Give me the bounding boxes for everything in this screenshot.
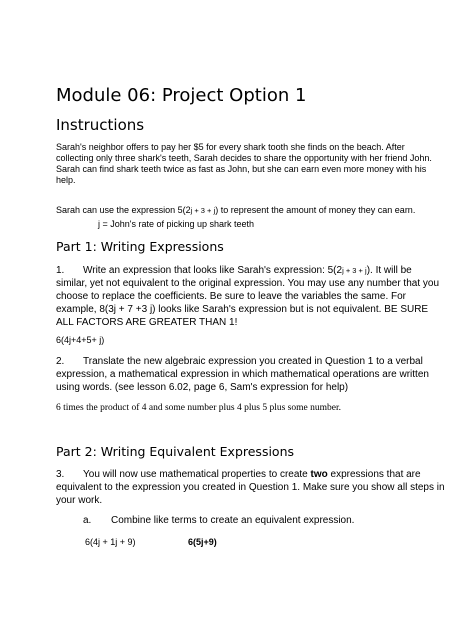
question-number: 3. (56, 469, 65, 480)
question-2-text: Translate the new algebraic expression you created in Question 1 to a verbal (83, 356, 423, 367)
part1-heading: Part 1: Writing Expressions (56, 239, 224, 254)
answer-3-expression: 6(4j + 1j + 9) (85, 537, 136, 547)
answer-2: 6 times the product of 4 and some number plus 4 plus 5 plus some number. (56, 403, 341, 413)
question-number: 1. (56, 265, 65, 276)
page-title: Module 06: Project Option 1 (56, 85, 307, 106)
variable-definition: j = John's rate of picking up shark teeth (98, 219, 255, 229)
question-3-line: your work. (56, 495, 103, 506)
question-number: 2. (56, 356, 65, 367)
question-1-line: ALL FACTORS ARE GREATER THAN 1! (56, 317, 238, 328)
intro-line: Sarah's neighbor offers to pay her $5 for every shark tooth she finds on the beach. After (56, 142, 405, 152)
question-2-line: using words. (see lesson 6.02, page 6, Sam's expression for help) (56, 382, 349, 393)
answer-3-result: 6(5j+9) (188, 537, 217, 547)
question-2-first-line (56, 355, 428, 368)
question-1-text-start: Write an expression that looks like Sarah's expression: 5(2 (83, 265, 343, 276)
question-2 (56, 355, 428, 394)
expression-inline: j + 3 + j (190, 206, 216, 215)
question-1-line: similar, yet not equivalent to the original expression. You may use any number that you (56, 278, 440, 289)
question-3 (56, 468, 445, 507)
intro-paragraph (56, 142, 432, 186)
intro-line: Sarah can find shark teeth twice as fast as John, but she can earn even more money with his (56, 164, 427, 174)
question-3-bold-word: two (310, 469, 328, 480)
question-3-text-start: You will now use mathematical properties to create (83, 469, 311, 480)
intro-line: help. (56, 175, 76, 185)
expression-sentence (56, 205, 415, 216)
question-1-first-line (56, 264, 428, 277)
question-2-line: expression, a mathematical expression in which mathematical operations are written (56, 369, 429, 380)
question-3-first-line (56, 468, 428, 481)
instructions-heading: Instructions (56, 116, 145, 134)
answer-1: 6(4j+4+5+ j) (56, 335, 105, 345)
sub-question-text: Combine like terms to create an equivalent expression. (111, 515, 355, 526)
expression-sentence-start: Sarah can use the expression 5(2 (56, 205, 191, 215)
question-3-line: equivalent to the expression you created in Question 1. Make sure you show all steps in (56, 482, 445, 493)
part2-heading: Part 2: Writing Equivalent Expressions (56, 444, 295, 459)
question-1-expression: j + 3 + j (342, 266, 367, 275)
question-1-text-end: ). It will be (366, 265, 412, 276)
question-1 (56, 264, 440, 329)
question-3a (83, 514, 354, 527)
question-1-line: example, 8(3j + 7 +3 j) looks like Sarah's expression but is not equivalent. BE SURE (56, 304, 429, 315)
question-1-line: choose to replace the coefficients. Be sure to leave the variables the same. For (56, 291, 407, 302)
sub-question-letter: a. (83, 515, 92, 526)
intro-line: collecting only three shark's teeth, Sarah decides to share the opportunity with her friend John. (56, 153, 432, 163)
question-3-text-end: expressions that are (327, 469, 421, 480)
expression-sentence-end: ) to represent the amount of money they can earn. (215, 205, 416, 215)
